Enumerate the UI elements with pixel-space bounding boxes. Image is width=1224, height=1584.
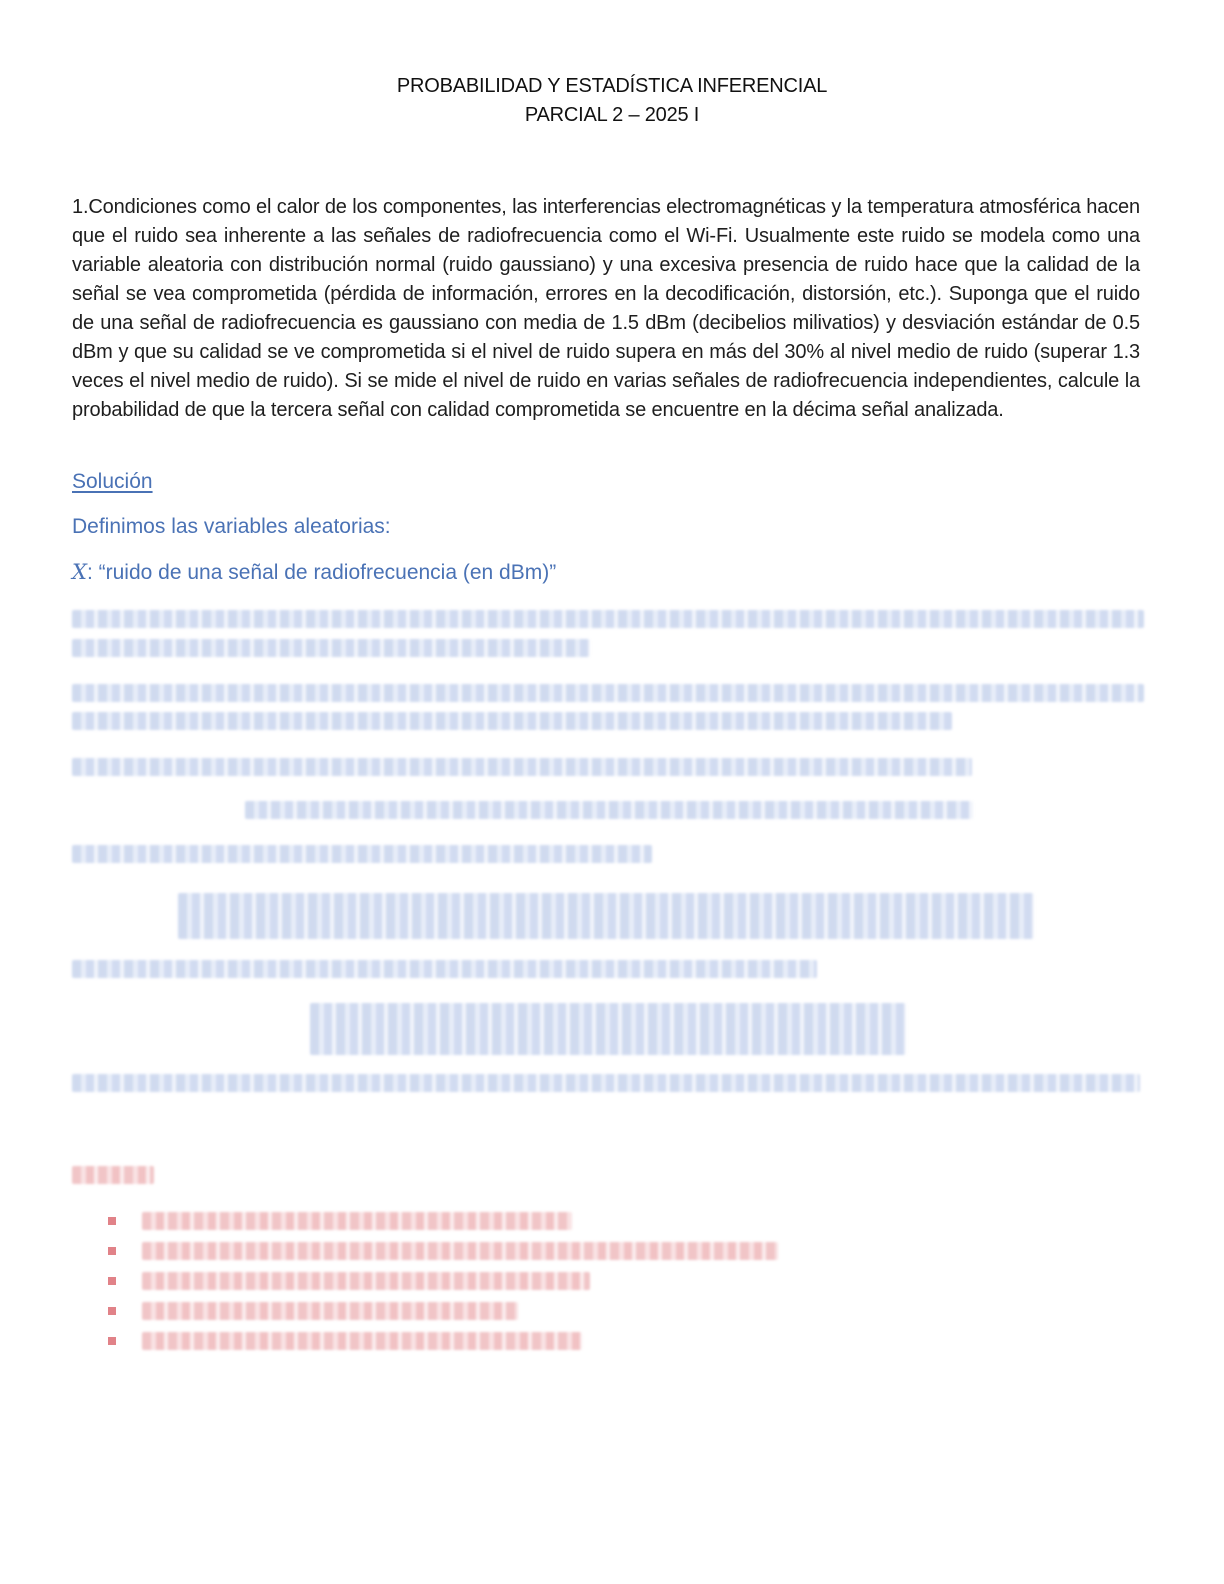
variable-x-text: : “ruido de una señal de radiofrecuencia (en dBm)” xyxy=(86,561,557,584)
variable-x-definition xyxy=(72,560,556,585)
redacted-criteria-item xyxy=(142,1212,572,1230)
redacted-line xyxy=(72,845,652,863)
redacted-criteria-heading xyxy=(72,1166,154,1184)
redacted-equation xyxy=(310,1003,906,1055)
variables-intro: Definimos las variables aleatorias: xyxy=(72,515,391,538)
document-title: PROBABILIDAD Y ESTADÍSTICA INFERENCIAL xyxy=(396,75,828,97)
redacted-equation xyxy=(178,893,1034,939)
redacted-criteria-item xyxy=(142,1332,582,1350)
bullet-icon xyxy=(108,1337,116,1345)
redacted-line xyxy=(72,960,817,978)
redacted-line xyxy=(72,1074,1140,1092)
bullet-icon xyxy=(108,1307,116,1315)
bullet-icon xyxy=(108,1247,116,1255)
solution-heading: Solución xyxy=(72,470,153,493)
redacted-line xyxy=(72,758,972,776)
problem-statement: 1.Condiciones como el calor de los componentes, las interferencias electromagnéticas y la temperatura atmosférica hacen que el ruido sea inherente a las señales de radiofrecuencia como el Wi-Fi. Usualmente este ruido se modela como una variable aleatoria con distribución normal (ruido gaussiano) y una excesiva presencia de ruido hace que la calidad de la señal se vea comprometida (pérdida de información, errores en la decodificación, distorsión, etc.). Suponga que el ruido de una señal de radiofrecuencia es gaussiano con media de 1.5 dBm (decibelios milivatios) y desviación estándar de 0.5 dBm y que su calidad se ve comprometida si el nivel de ruido supera en más del 30% al nivel medio de ruido (superar 1.3 veces el nivel medio de ruido). Si se mide el nivel de ruido en varias señales de radiofrecuencia independientes, calcule la probabilidad de que la tercera señal con calidad comprometida se encuentre en la décima señal analizada. xyxy=(72,196,1140,421)
redacted-line xyxy=(72,712,952,730)
redacted-criteria-item xyxy=(142,1272,590,1290)
variable-x-symbol: X xyxy=(72,560,87,584)
redacted-line xyxy=(72,684,1144,702)
redacted-criteria-item xyxy=(142,1302,518,1320)
bullet-icon xyxy=(108,1217,116,1225)
redacted-line xyxy=(72,639,590,657)
redacted-line xyxy=(72,610,1144,628)
bullet-icon xyxy=(108,1277,116,1285)
redacted-criteria-item xyxy=(142,1242,778,1260)
document-subtitle: PARCIAL 2 – 2025 I xyxy=(524,104,700,126)
redacted-equation xyxy=(245,801,973,819)
